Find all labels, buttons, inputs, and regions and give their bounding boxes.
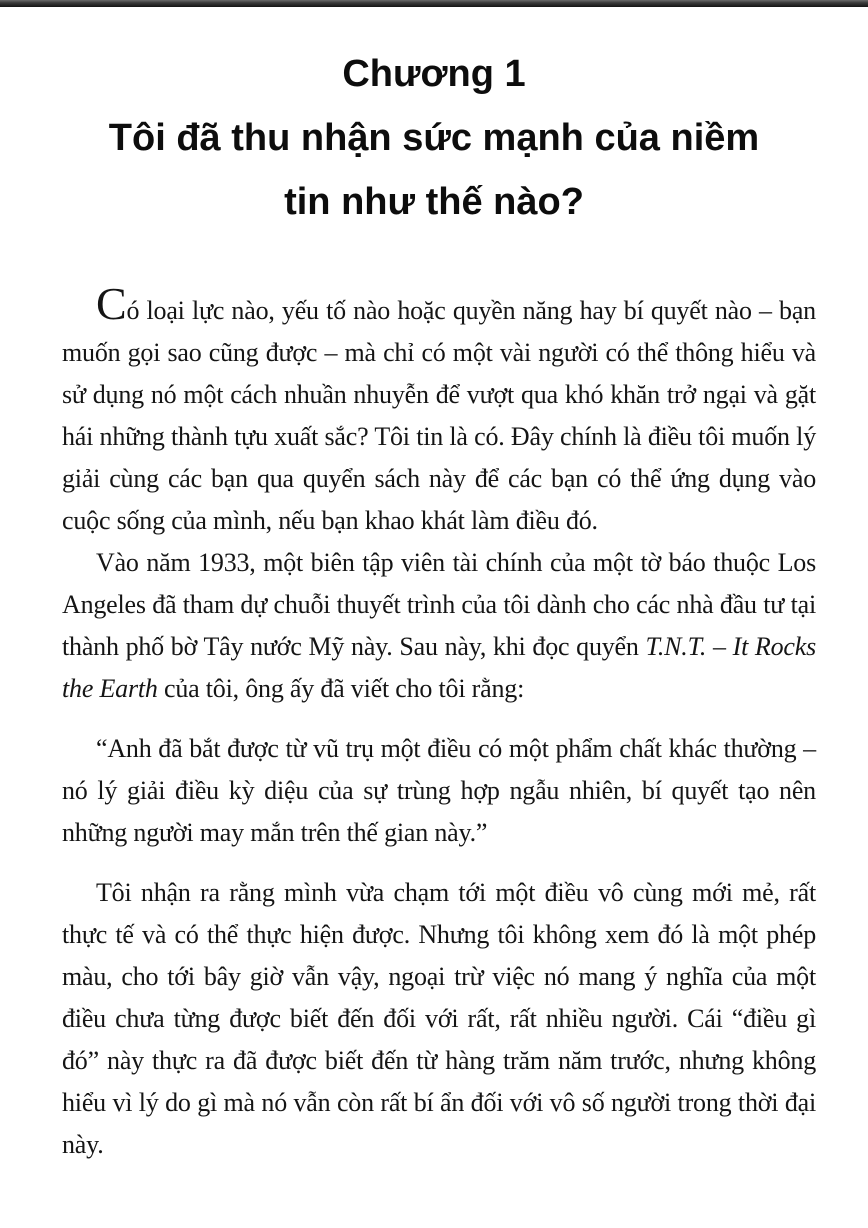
paragraph-text: Tôi nhận ra rằng mình vừa chạm tới một điều vô cùng mới mẻ, rất thực tế và có thể thực hiện được. Nhưng tôi không xem đó là một phép màu, cho tới bây giờ vẫn vậy, ngoại trừ việc nó mang ý nghĩa của một điều chưa từng được biết đến đối với rất, rất nhiều người. Cái “điều gì đó” này thực ra đã được biết đến từ hàng trăm năm trước, nhưng không hiểu vì lý do gì mà nó vẫn còn rất bí ẩn đối với vô số người trong thời đại này. [62, 878, 816, 1159]
paragraph-text: của tôi, ông ấy đã viết cho tôi rằng: [157, 674, 525, 703]
chapter-heading [44, 42, 824, 234]
paragraph-quote [62, 728, 816, 854]
chapter-title-line-2: tin như thế nào? [284, 181, 584, 223]
chapter-number: Chương 1 [342, 53, 526, 95]
paragraph-opening [62, 278, 816, 542]
book-title-italic: T.N.T. – It Rocks the Earth [62, 632, 816, 703]
initial-capital: C [96, 278, 127, 329]
paragraph-realization [62, 872, 816, 1166]
paragraph-1933 [62, 542, 816, 710]
paragraph-text: ó loại lực nào, yếu tố nào hoặc quyền năng hay bí quyết nào – bạn muốn gọi sao cũng được – mà chỉ có một vài người có thể thông hiểu và sử dụng nó một cách nhuần nhuyễn để vượt qua khó khăn trở ngại và gặt hái những thành tựu xuất sắc? Tôi tin là có. Đây chính là điều tôi muốn lý giải cùng các bạn qua quyển sách này để các bạn có thể ứng dụng vào cuộc sống của mình, nếu bạn khao khát làm điều đó. [62, 296, 816, 535]
body-text [62, 278, 816, 1166]
chapter-title-line-1: Tôi đã thu nhận sức mạnh của niềm [108, 117, 760, 159]
paragraph-text: “Anh đã bắt được từ vũ trụ một điều có một phẩm chất khác thường – nó lý giải điều kỳ diệu của sự trùng hợp ngẫu nhiên, bí quyết tạo nên những người may mắn trên thế gian này.” [62, 734, 816, 847]
paragraph-text: Vào năm 1933, một biên tập viên tài chính của một tờ báo thuộc Los Angeles đã tham dự chuỗi thuyết trình của tôi dành cho các nhà đầu tư tại thành phố bờ Tây nước Mỹ này. Sau này, khi đọc quyển [62, 548, 816, 661]
page-top-edge [0, 0, 868, 7]
